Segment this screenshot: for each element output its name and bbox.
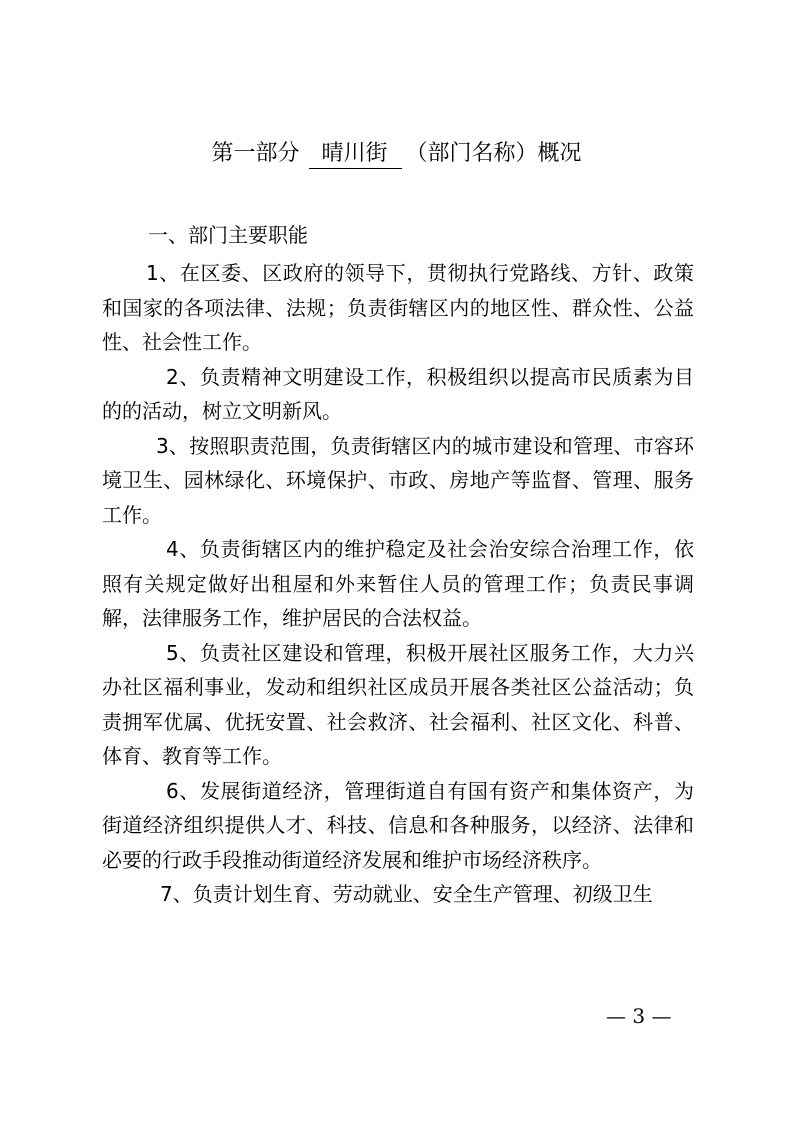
title-suffix: （部门名称）概况	[405, 141, 582, 166]
paragraph-2: 2、负责精神文明建设工作，积极组织以提高市民质素为目的的活动，树立文明新风。	[102, 364, 694, 423]
page-title	[0, 138, 793, 170]
paragraph-7: 7、负责计划生育、劳动就业、安全生产管理、初级卫生	[160, 882, 653, 906]
paragraph-4: 4、负责街辖区内的维护稳定及社会治安综合治理工作，依照有关规定做好出租屋和外来暂住人员的管理工作；负责民事调解，法律服务工作，维护居民的合法权益。	[102, 537, 694, 630]
section-heading: 一、部门主要职能	[148, 223, 308, 247]
paragraph-1: 1、在区委、区政府的领导下，贯彻执行党路线、方针、政策和国家的各项法律、法规；负责街辖区内的地区性、群众性、公益性、社会性工作。	[102, 261, 694, 354]
page-number: — 3 —	[606, 1004, 672, 1028]
title-prefix: 第一部分	[211, 141, 300, 166]
document-body	[102, 256, 694, 912]
paragraph-3: 3、按照职责范围，负责街辖区内的城市建设和管理、市容环境卫生、园林绿化、环境保护、市政、房地产等监督、管理、服务工作。	[102, 433, 694, 527]
paragraph-5: 5、负责社区建设和管理，积极开展社区服务工作，大力兴办社区福利事业，发动和组织社区成员开展各类社区公益活动；负责拥军优属、优抚安置、社会救济、社会福利、社区文化、科普、体育、教育等工作。	[102, 640, 694, 768]
department-name-blank: 晴川街	[309, 140, 401, 169]
paragraph-6: 6、发展街道经济，管理街道自有国有资产和集体资产，为街道经济组织提供人才、科技、信息和各种服务，以经济、法律和必要的行政手段推动街道经济发展和维护市场经济秩序。	[102, 778, 694, 872]
